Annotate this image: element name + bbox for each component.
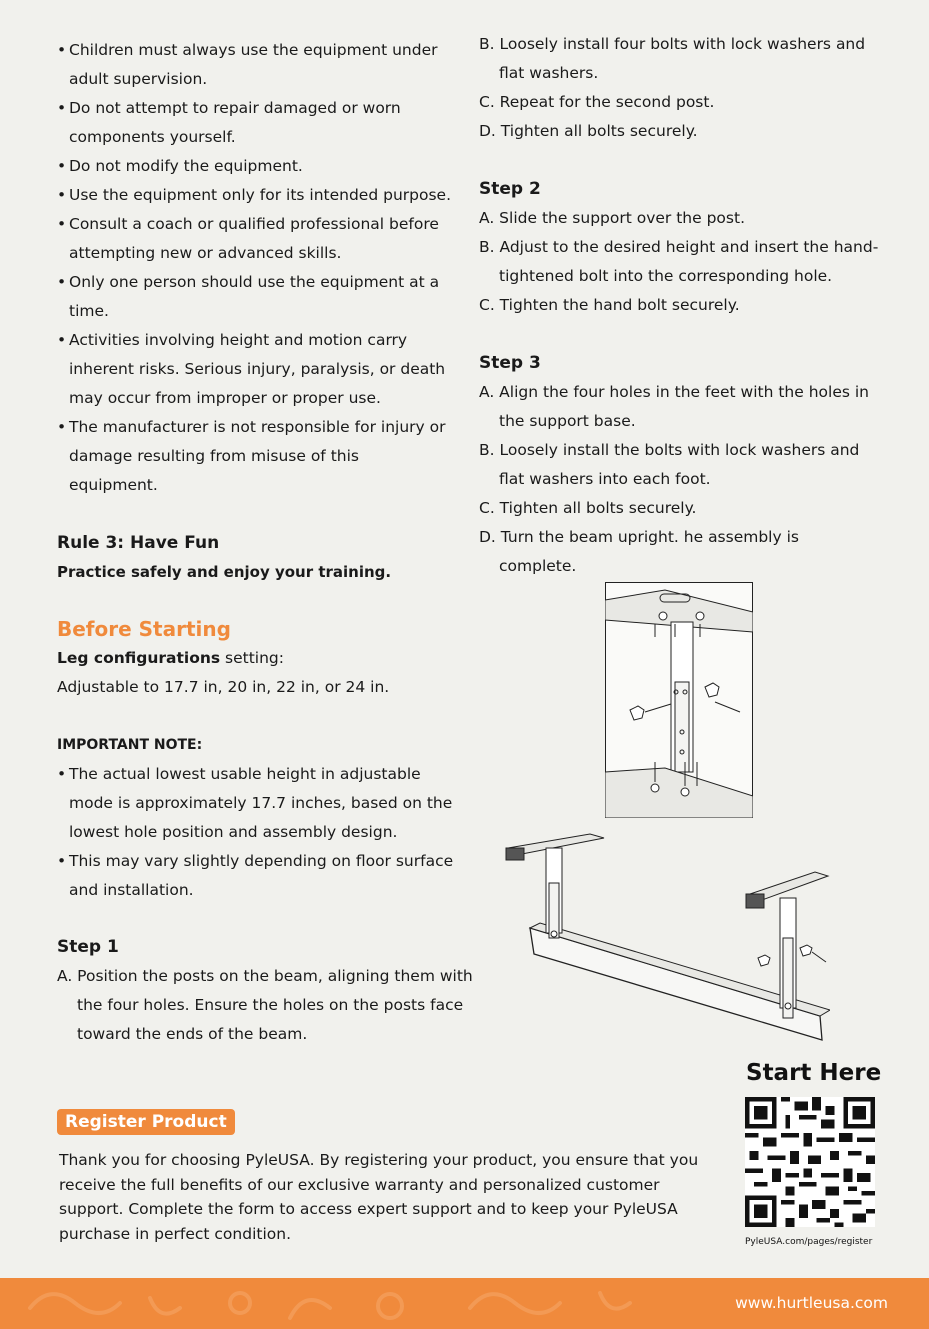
step1-c: C. Repeat for the second post. [479, 93, 715, 111]
safety-bullet-text: • Use the equipment only for its intended purpose. [69, 186, 451, 204]
important-note-label: IMPORTANT NOTE: [57, 737, 203, 753]
step2-a: A. Slide the support over the post. [479, 209, 745, 227]
note-bullet-list [57, 760, 457, 905]
safety-bullet-8 [57, 413, 452, 500]
post-assembly-detail-diagram [605, 582, 753, 818]
step3-a: A. Align the four holes in the feet with the holes in the support base. [479, 383, 869, 430]
step3-d: D. Turn the beam upright. he assembly is complete. [479, 528, 799, 575]
left-column [57, 36, 473, 1049]
note-bullet-2 [57, 847, 457, 905]
register-product-badge: Register Product [57, 1109, 235, 1135]
footer-website-link[interactable]: www.hurtleusa.com [735, 1294, 888, 1312]
safety-bullet-7 [57, 326, 452, 413]
step1-a: A. Position the posts on the beam, aligning them with the four holes. Ensure the holes on the posts face toward the ends of the beam. [57, 967, 473, 1043]
safety-bullet-text: • Do not attempt to repair damaged or worn components yourself. [69, 99, 401, 146]
safety-bullet-text: • Do not modify the equipment. [69, 157, 303, 175]
safety-bullet-text: • Only one person should use the equipment at a time. [69, 273, 440, 320]
safety-bullet-text: • Activities involving height and motion carry inherent risks. Serious injury, paralysis, or death may occur from improper or proper use. [69, 331, 446, 407]
safety-bullet-5 [57, 210, 452, 268]
step2-c: C. Tighten the hand bolt securely. [479, 296, 740, 314]
step1-d: D. Tighten all bolts securely. [479, 122, 698, 140]
adjustable-heights: Adjustable to 17.7 in, 20 in, 22 in, or 24 in. [57, 678, 390, 696]
safety-bullet-list [57, 36, 452, 500]
step3-b: B. Loosely install the bolts with lock washers and flat washers into each foot. [479, 441, 860, 488]
step1-title: Step 1 [57, 937, 119, 957]
note-bullet-text: • The actual lowest usable height in adjustable mode is approximately 17.7 inches, based on the lowest hole position and assembly design. [69, 765, 453, 841]
safety-bullet-text: • Children must always use the equipment under adult supervision. [69, 41, 438, 88]
footer-bar [0, 1278, 929, 1329]
safety-bullet-2 [57, 94, 452, 152]
leg-config-rest: setting: [220, 649, 284, 667]
register-qr-code[interactable] [745, 1097, 875, 1227]
safety-bullet-6 [57, 268, 452, 326]
safety-bullet-3 [57, 152, 452, 181]
step1-b: B. Loosely install four bolts with lock washers and flat washers. [479, 35, 866, 82]
step2-title: Step 2 [479, 179, 541, 199]
rule3-title: Rule 3: Have Fun [57, 533, 220, 553]
full-assembly-diagram [500, 828, 830, 1048]
right-column [479, 30, 899, 581]
before-starting-title: Before Starting [57, 617, 231, 641]
leg-config-line [57, 644, 467, 673]
note-bullet-1 [57, 760, 457, 847]
start-here-heading: Start Here [746, 1060, 882, 1086]
safety-bullet-text: • Consult a coach or qualified professional before attempting new or advanced skills. [69, 215, 439, 262]
safety-bullet-text: • The manufacturer is not responsible for injury or damage resulting from misuse of this equipment. [69, 418, 446, 494]
safety-bullet-1 [57, 36, 452, 94]
step3-c: C. Tighten all bolts securely. [479, 499, 697, 517]
rule3-text: Practice safely and enjoy your training. [57, 563, 392, 581]
register-description: Thank you for choosing PyleUSA. By registering your product, you ensure that you receive the full benefits of our exclusive warranty and personalized customer support. Complete the form to access expert support and to keep your PyleUSA purchase in perfect condition. [59, 1151, 699, 1243]
qr-url-label: PyleUSA.com/pages/register [745, 1237, 873, 1247]
safety-bullet-4 [57, 181, 452, 210]
note-bullet-text: • This may vary slightly depending on floor surface and installation. [69, 852, 454, 899]
step3-title: Step 3 [479, 353, 541, 373]
leg-config-bold: Leg configurations [57, 649, 221, 667]
step2-b: B. Adjust to the desired height and insert the hand-tightened bolt into the corresponding hole. [479, 238, 879, 285]
